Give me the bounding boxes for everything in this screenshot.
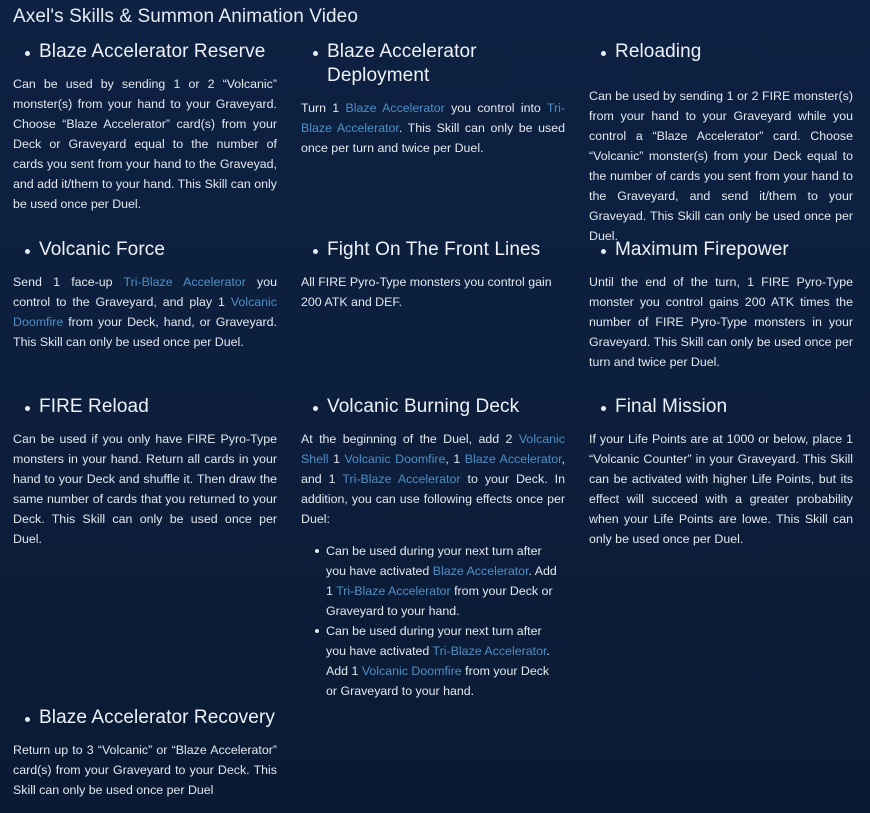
bullet-icon <box>601 406 606 411</box>
skill-description <box>301 98 565 158</box>
skill-description <box>13 272 277 352</box>
desc-text: . This Skill can only be used once per turn and twice per Duel. <box>301 121 565 155</box>
skill-description: All FIRE Pyro-Type monsters you control gain 200 ATK and DEF. <box>301 275 552 309</box>
skill-description: If your Life Points are at 1000 or below, place 1 “Volcanic Counter” in your Graveyard. This Skill can be activated with higher Life Points, but its effect will succeed with a greater probability when your Life Points are lowe. This Skill can only be used once per Duel. <box>589 432 853 546</box>
card-link-tri-blaze-accelerator[interactable]: Tri-Blaze Accelerator <box>342 472 461 486</box>
desc-text: Turn 1 <box>301 101 346 115</box>
skill-description: Can be used by sending 1 or 2 “Volcanic” monster(s) from your hand to your Graveyard. Choose “Blaze Accelerator” card(s) from your Deck or Graveyard equal to the number of cards you sent from your hand to the Graveyad, and add it/them to your hand. This Skill can only be used once per Duel. <box>13 77 277 211</box>
skill-reloading <box>589 40 853 246</box>
desc-text: to your Deck. In addition, you can use following effects once per Duel: <box>301 472 565 526</box>
skill-title: Reloading <box>615 41 702 62</box>
skill-title: Volcanic Burning Deck <box>327 396 520 417</box>
card-link-blaze-accelerator[interactable]: Blaze Accelerator <box>432 564 529 578</box>
desc-text: from your Deck or Graveyard to your hand. <box>326 664 550 698</box>
card-link-tri-blaze-accelerator[interactable]: Tri-Blaze Accelerator <box>336 584 451 598</box>
card-link-blaze-accelerator[interactable]: Blaze Accelerator <box>464 452 562 466</box>
desc-text: you control into <box>444 101 547 115</box>
effect-list <box>301 541 565 701</box>
card-link-tri-blaze-accelerator[interactable]: Tri-Blaze Accelerator <box>123 275 246 289</box>
bullet-icon <box>25 406 30 411</box>
skill-volcanic-burning-deck <box>301 395 565 701</box>
skill-title: Blaze Accelerator Reserve <box>39 41 266 62</box>
skill-blaze-accelerator-recovery <box>13 706 277 800</box>
bullet-icon <box>313 406 318 411</box>
list-item <box>326 541 565 621</box>
desc-text: Send 1 face-up <box>13 275 124 289</box>
desc-text: Can be used during your next turn after you have activated <box>326 624 542 658</box>
skill-blaze-accelerator-deployment <box>301 40 565 158</box>
skill-final-mission <box>589 395 853 549</box>
desc-text: 1 <box>328 452 345 466</box>
skill-fight-on-the-front-lines <box>301 238 565 312</box>
skill-description: Until the end of the turn, 1 FIRE Pyro-Type monster you control gains 200 ATK times the number of FIRE Pyro-Type monsters in your Graveyard. This Skill can only be used once per turn and twice per Duel. <box>589 275 853 369</box>
desc-text: you control to the Graveyard, and play 1 <box>13 275 278 309</box>
desc-text: . Add 1 <box>326 644 550 678</box>
card-link-tri-blaze-accelerator[interactable]: Tri-Blaze Accelerator <box>432 644 547 658</box>
skill-blaze-accelerator-reserve <box>13 40 277 214</box>
list-item <box>326 621 565 701</box>
desc-text: from your Deck, hand, or Graveyard. This Skill can only be used once per Duel. <box>13 315 277 349</box>
page-title: Axel's Skills & Summon Animation Video <box>13 6 359 27</box>
skill-title: FIRE Reload <box>39 396 149 417</box>
card-link-blaze-accelerator[interactable]: Blaze Accelerator <box>345 101 445 115</box>
skill-fire-reload <box>13 395 277 549</box>
skill-volcanic-force <box>13 238 277 352</box>
skill-title: Blaze Accelerator Deployment <box>327 41 477 86</box>
card-link-volcanic-doomfire[interactable]: Volcanic Doomfire <box>344 452 446 466</box>
skill-description: Can be used if you only have FIRE Pyro-Type monsters in your hand. Return all cards in your hand to your Deck and shuffle it. Then draw the same number of cards that you returned to your Deck. This Skill can only be used once per Duel. <box>13 432 277 546</box>
skill-maximum-firepower <box>589 238 853 372</box>
bullet-icon <box>601 51 606 56</box>
bullet-icon <box>313 51 318 56</box>
skill-title: Fight On The Front Lines <box>327 239 541 260</box>
desc-text: from your Deck or Graveyard to your hand. <box>326 584 553 618</box>
bullet-icon <box>313 249 318 254</box>
bullet-icon <box>315 629 319 633</box>
desc-text: At the beginning of the Duel, add 2 <box>301 432 519 446</box>
card-link-volcanic-shell[interactable]: Volcanic Shell <box>301 432 565 466</box>
bullet-icon <box>25 249 30 254</box>
card-link-volcanic-doomfire[interactable]: Volcanic Doomfire <box>361 664 462 678</box>
skill-description: Return up to 3 “Volcanic” or “Blaze Accelerator” card(s) from your Graveyard to your Deck. This Skill can only be used once per Duel <box>13 743 277 797</box>
card-link-volcanic-doomfire[interactable]: Volcanic Doomfire <box>13 295 277 329</box>
skill-title: Final Mission <box>615 396 728 417</box>
skill-description: Can be used by sending 1 or 2 FIRE monster(s) from your hand to your Graveyard while you control a “Blaze Accelerator” card. Choose “Volcanic” monster(s) from your Deck equal to the number of cards you sent from your hand to the Graveyard, and send it/them to your Graveyad. This Skill can only be used once per Duel. <box>589 89 853 243</box>
bullet-icon <box>25 717 30 722</box>
desc-text: , 1 <box>445 452 465 466</box>
desc-text: , and 1 <box>301 452 565 486</box>
desc-text: Can be used during your next turn after you have activated <box>326 544 542 578</box>
skill-description <box>301 429 565 529</box>
card-link-tri-blaze-accelerator[interactable]: Tri-Blaze Accelerator <box>301 101 565 135</box>
bullet-icon <box>315 549 319 553</box>
desc-text: . Add 1 <box>326 564 557 598</box>
skill-title: Maximum Firepower <box>615 239 789 260</box>
skill-title: Volcanic Force <box>39 239 166 260</box>
skill-title: Blaze Accelerator Recovery <box>39 707 275 728</box>
bullet-icon <box>601 249 606 254</box>
bullet-icon <box>25 51 30 56</box>
